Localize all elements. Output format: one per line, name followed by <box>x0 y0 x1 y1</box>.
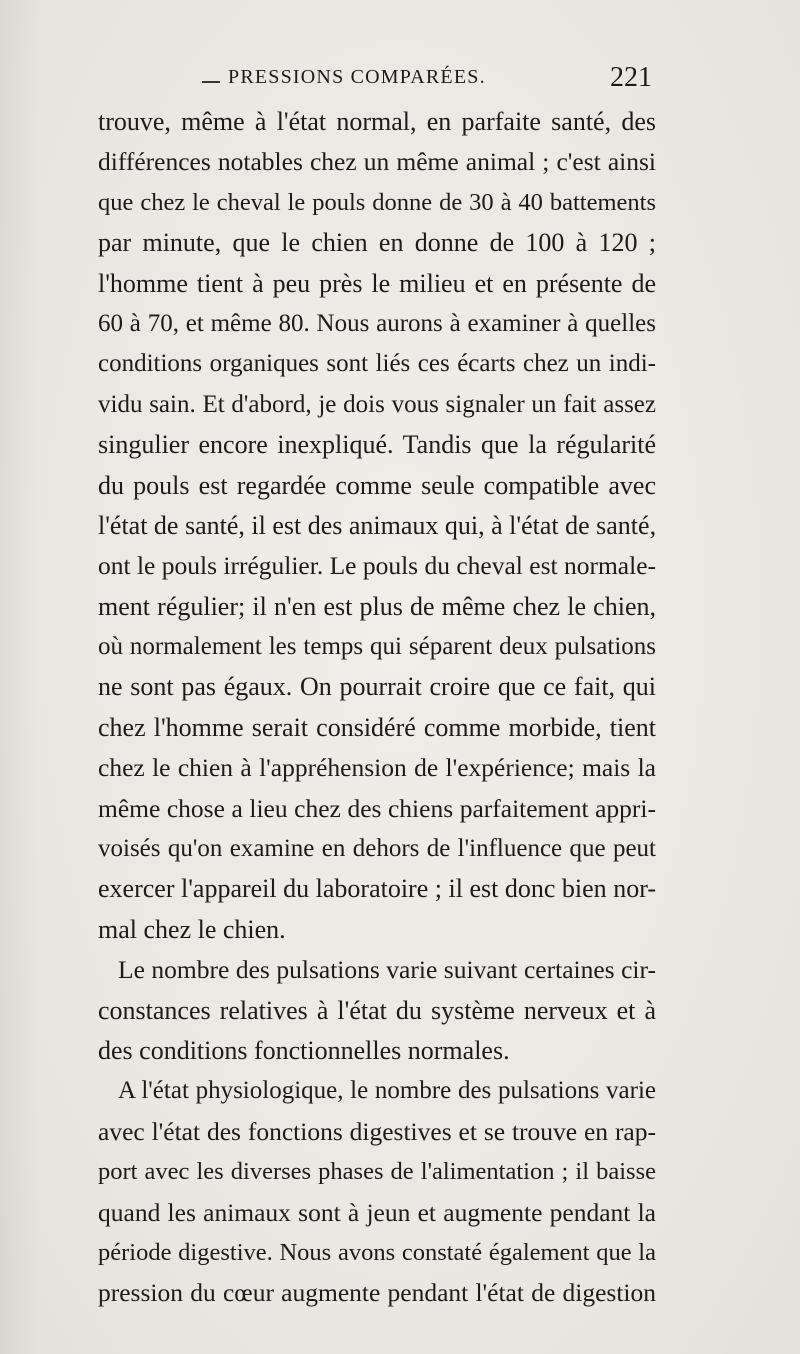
text-line: quand les animaux sont à jeun et augmente pendant la <box>98 1197 656 1227</box>
text-line: trouve, même à l'état normal, en parfaite santé, des <box>98 107 656 136</box>
text-line: constances relatives à l'état du système nerveux et à <box>98 995 656 1025</box>
text-line: par minute, que le chien en donne de 100 à 120 ; <box>98 228 656 258</box>
text-line: chez l'homme serait considéré comme morbide, tient <box>98 712 656 742</box>
text-line: que chez le cheval le pouls donne de 30 à 40 battements <box>98 188 656 216</box>
running-title: PRESSIONS COMPARÉES. <box>228 66 486 88</box>
text-line: ment régulier; il n'en est plus de même chez le chien, <box>98 591 656 621</box>
paragraph-end-line: des conditions fonctionnelles normales. <box>98 1035 510 1065</box>
text-line: ne sont pas égaux. On pourrait croire que ce fait, qui <box>98 672 656 702</box>
paragraph-start-line: A l'état physiologique, le nombre des pulsations varie <box>118 1077 656 1105</box>
text-line: différences notables chez un même animal ; c'est ainsi <box>98 147 656 177</box>
text-line: exercer l'appareil du laboratoire ; il est donc bien nor- <box>98 874 656 904</box>
header-dash <box>202 81 220 83</box>
page-number: 221 <box>610 62 652 93</box>
page-header <box>130 60 652 100</box>
paragraph-start-line: Le nombre des pulsations varie suivant certaines cir- <box>118 955 656 985</box>
text-line: l'homme tient à peu près le milieu et en présente de <box>98 268 656 298</box>
text-line: même chose a lieu chez des chiens parfaitement appri- <box>98 793 656 823</box>
text-line: période digestive. Nous avons constaté également que la <box>98 1238 656 1266</box>
text-line: singulier encore inexpliqué. Tandis que la régularité <box>98 430 656 460</box>
body-text <box>98 102 656 1314</box>
text-line: ont le pouls irrégulier. Le pouls du cheval est normale- <box>98 551 656 581</box>
text-line: chez le chien à l'appréhension de l'expérience; mais la <box>98 753 656 783</box>
text-line: vidu sain. Et d'abord, je dois vous signaler un fait assez <box>98 390 656 418</box>
text-line: où normalement les temps qui séparent deux pulsations <box>98 633 656 661</box>
text-line: du pouls est regardée comme seule compatible avec <box>98 470 656 500</box>
text-line: avec l'état des fonctions digestives et se trouve en rap- <box>98 1116 656 1146</box>
text-line: conditions organiques sont liés ces écarts chez un indi- <box>98 350 656 378</box>
text-line: port avec les diverses phases de l'alimentation ; il baisse <box>98 1158 656 1186</box>
text-line: l'état de santé, il est des animaux qui, à l'état de santé, <box>98 510 656 540</box>
text-line: voisés qu'on examine en dehors de l'influence que peut <box>98 835 656 863</box>
text-line: pression du cœur augmente pendant l'état de digestion <box>98 1278 656 1308</box>
paragraph-end-line: mal chez le chien. <box>98 914 286 944</box>
text-line: 60 à 70, et même 80. Nous aurons à examiner à quelles <box>98 309 656 337</box>
